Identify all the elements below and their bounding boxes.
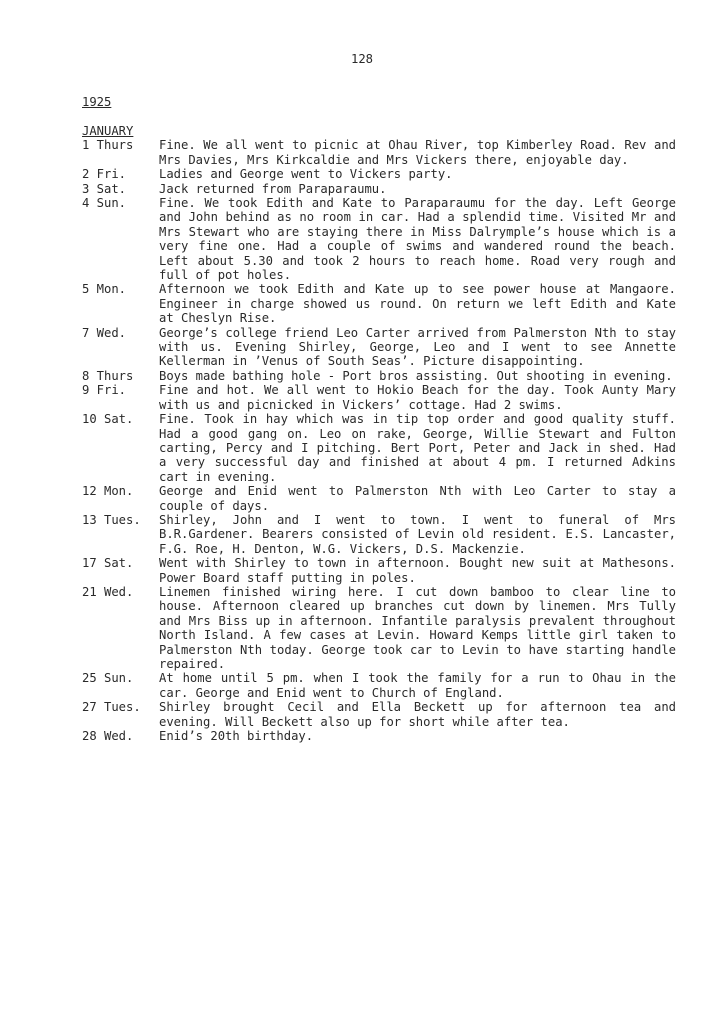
entry-date: 7 Wed. (82, 325, 127, 340)
entry-date: 5 Mon. (82, 282, 127, 297)
diary-entry (82, 513, 676, 556)
entry-text: Went with Shirley to town in afternoon. Bought new suit at Mathesons. Power Board staff putting in poles. (159, 556, 676, 585)
entry-list (82, 138, 676, 743)
entry-date: 13 Tues. (82, 512, 141, 527)
entry-text: At home until 5 pm. when I took the family for a run to Ohau in the car. George and Enid went to Church of England. (159, 671, 676, 700)
diary-entry (82, 196, 676, 282)
diary-entry (82, 369, 676, 383)
entry-text: George’s college friend Leo Carter arrived from Palmerston Nth to stay with us. Evening Shirley, George, Leo and I went to see Annette Kellerman in ’Venus of South Seas’. Picture disappointing. (159, 325, 676, 369)
entry-text: Enid’s 20th birthday. (159, 729, 314, 744)
entry-date: 4 Sun. (82, 196, 127, 211)
diary-entry (82, 585, 676, 671)
diary-entry (82, 671, 676, 700)
entry-text: Fine. Took in hay which was in tip top order and good quality stuff. Had a good gang on. Leo on rake, George, Willie Stewart and Fulton carting, Percy and I pitching. Bert Port, Peter and Jack in shed. Had a very successful day and finished at about 4 pm. I returned Adkins cart in evening. (159, 412, 676, 484)
entry-text: Fine. We all went to picnic at Ohau River, top Kimberley Road. Rev and Mrs Davies, Mrs Kirkcaldie and Mrs Vickers there, enjoyable day. (159, 138, 676, 167)
month-heading: JANUARY (82, 124, 134, 138)
year-heading: 1925 (82, 95, 112, 109)
entry-date: 21 Wed. (82, 584, 134, 599)
diary-entry (82, 729, 676, 743)
entry-text: Fine and hot. We all went to Hokio Beach for the day. Took Aunty Mary with us and picnicked in Vickers’ cottage. Had 2 swims. (159, 383, 676, 412)
entry-date: 10 Sat. (82, 412, 134, 427)
diary-entry (82, 326, 676, 369)
entry-text: Ladies and George went to Vickers party. (159, 167, 453, 182)
entry-text: Shirley, John and I went to town. I went to funeral of Mrs B.R.Gardener. Bearers consisted of Levin old resident. E.S. Lancaster, F.G. Roe, H. Denton, W.G. Vickers, D.S. Mackenzie. (159, 512, 676, 556)
entry-date: 17 Sat. (82, 556, 134, 571)
page-number: 128 (350, 52, 373, 66)
entry-text: Shirley brought Cecil and Ella Beckett up for afternoon tea and evening. Will Beckett also up for short while after tea. (159, 700, 676, 729)
entry-date: 27 Tues. (82, 700, 141, 715)
entry-date: 1 Thurs (82, 138, 134, 153)
diary-entry (82, 138, 676, 167)
entry-text: Jack returned from Paraparaumu. (159, 181, 387, 196)
diary-entry (82, 556, 676, 585)
diary-entry (82, 182, 676, 196)
entry-text: Boys made bathing hole - Port bros assisting. Out shooting in evening. (159, 368, 673, 383)
entry-date: 8 Thurs (82, 368, 134, 383)
entry-text: Linemen finished wiring here. I cut down bamboo to clear line to house. Afternoon cleared up branches cut down by linemen. Mrs Tully and Mrs Biss up in afternoon. Infantile paralysis prevalent throughout North Island. A few cases at Levin. Howard Kemps little girl taken to Palmerston Nth today. George took car to Levin to have starting handle repaired. (159, 584, 676, 672)
diary-entry (82, 383, 676, 412)
entry-date: 25 Sun. (82, 671, 134, 686)
diary-entry (82, 484, 676, 513)
diary-body (82, 124, 676, 743)
diary-entry (82, 700, 676, 729)
entry-date: 2 Fri. (82, 167, 127, 182)
diary-entry (82, 282, 676, 325)
entry-date: 3 Sat. (82, 181, 127, 196)
entry-date: 9 Fri. (82, 383, 127, 398)
diary-entry (82, 412, 676, 484)
entry-text: Afternoon we took Edith and Kate up to see power house at Mangaore. Engineer in charge showed us round. On return we left Edith and Kate at Cheslyn Rise. (159, 282, 676, 326)
entry-date: 12 Mon. (82, 484, 134, 499)
entry-text: George and Enid went to Palmerston Nth with Leo Carter to stay a couple of days. (159, 484, 676, 513)
entry-date: 28 Wed. (82, 729, 134, 744)
diary-entry (82, 167, 676, 181)
entry-text: Fine. We took Edith and Kate to Paraparaumu for the day. Left George and John behind as no room in car. Had a splendid time. Visited Mr and Mrs Stewart who are staying there in Miss Dalrymple’s house which is a very fine one. Had a couple of swims and wandered round the beach. Left about 5.30 and took 2 hours to reach home. Road very rough and full of pot holes. (159, 196, 676, 283)
